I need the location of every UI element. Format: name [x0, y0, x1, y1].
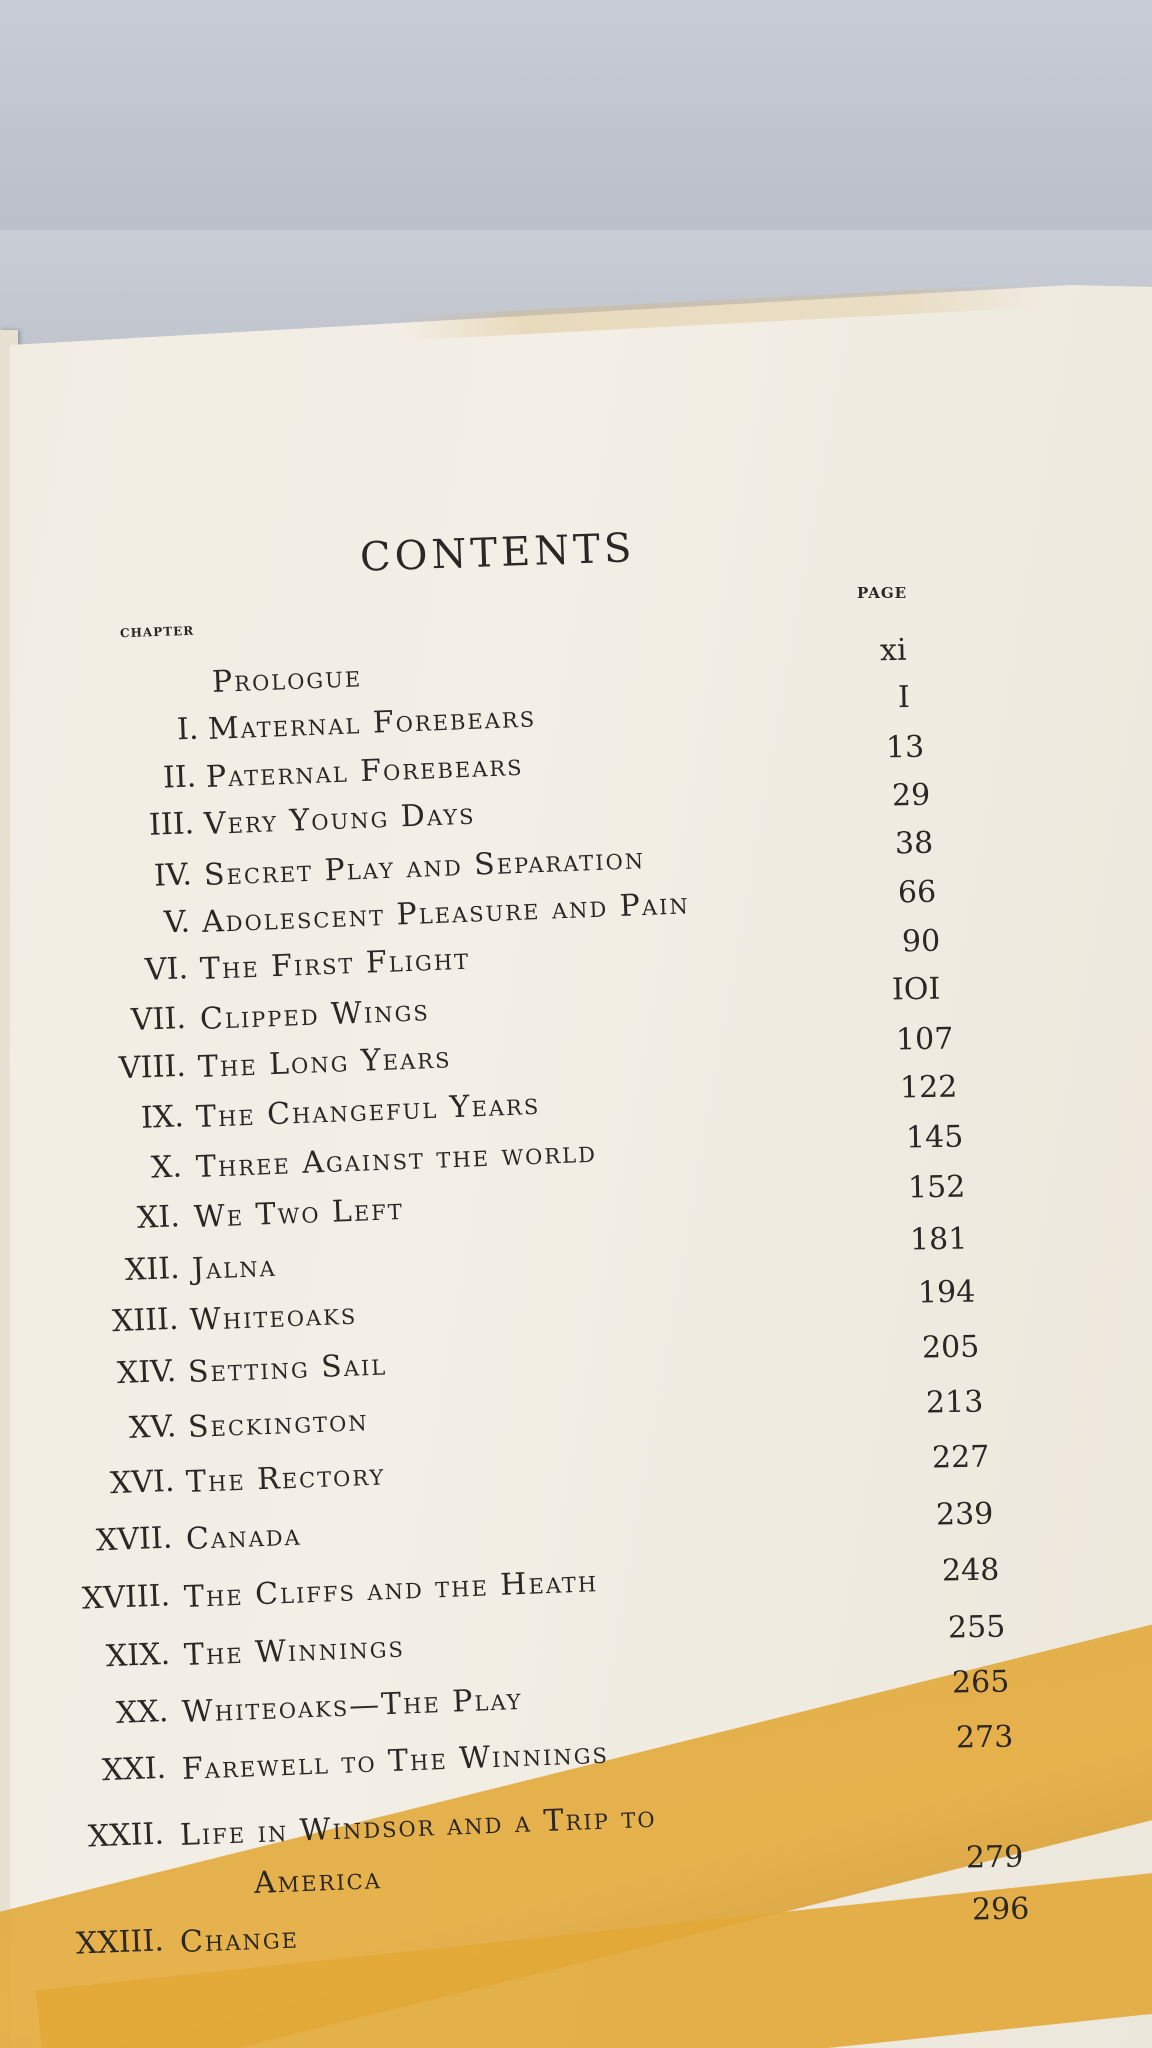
chapter-numeral: I.	[175, 711, 199, 748]
chapter-page-number: 239	[935, 1496, 994, 1533]
chapter-title: Clipped Wings	[199, 993, 431, 1037]
chapter-title: Prologue	[211, 659, 363, 700]
chapter-page-number: 145	[905, 1119, 964, 1156]
chapter-page-number: 122	[899, 1069, 958, 1106]
chapter-title: Whiteoaks—The Play	[181, 1681, 524, 1730]
chapter-title: The Rectory	[185, 1457, 386, 1500]
chapter-numeral: IV.	[153, 857, 193, 894]
chapter-numeral: XV.	[128, 1409, 177, 1446]
chapter-title: The Winnings	[183, 1629, 406, 1673]
chapter-title: Secret Play and Separation	[203, 841, 646, 893]
chapter-title: Very Young Days	[203, 796, 477, 842]
chapter-numeral: IX.	[140, 1099, 185, 1136]
chapter-page-number: 255	[947, 1609, 1006, 1646]
chapter-title: Maternal Forebears	[207, 699, 537, 747]
chapter-page-number: 248	[941, 1552, 1000, 1589]
chapter-numeral: XVIII.	[81, 1578, 171, 1617]
chapter-page-number: 90	[901, 923, 941, 960]
chapter-title: Whiteoaks	[189, 1296, 358, 1338]
chapter-numeral: V.	[163, 904, 191, 941]
chapter-page-number: 273	[955, 1719, 1014, 1756]
page-column-label: PAGE	[857, 584, 908, 602]
chapter-title: Canada	[185, 1517, 303, 1557]
chapter-numeral: XI.	[136, 1199, 181, 1236]
chapter-title: Seckington	[187, 1403, 370, 1445]
chapter-page-number: 213	[925, 1384, 984, 1421]
chapter-numeral: III.	[148, 806, 195, 843]
chapter-title: The First Flight	[199, 941, 471, 987]
chapter-page-number: 265	[951, 1664, 1010, 1701]
chapter-numeral: XVI.	[108, 1463, 175, 1502]
chapter-page-number: 227	[931, 1439, 990, 1476]
chapter-numeral: XII.	[124, 1250, 181, 1289]
chapter-page-number: 296	[971, 1891, 1030, 1928]
chapter-page-number: xi	[879, 632, 907, 669]
chapter-title: The Changeful Years	[195, 1086, 541, 1135]
chapter-column-label: CHAPTER	[119, 623, 195, 641]
chapter-numeral: XIX.	[105, 1636, 171, 1675]
chapter-numeral: VII.	[130, 1000, 187, 1039]
chapter-numeral: XXIII.	[75, 1923, 165, 1962]
chapter-numeral: XX.	[115, 1694, 169, 1731]
chapter-numeral: II.	[162, 759, 197, 796]
chapter-page-number: IOI	[891, 971, 941, 1008]
chapter-numeral: XXII.	[87, 1816, 165, 1855]
chapter-title: Change	[179, 1920, 300, 1960]
chapter-numeral: XXI.	[101, 1750, 167, 1789]
page-title: CONTENTS	[359, 525, 637, 581]
chapter-title: Jalna	[191, 1248, 278, 1287]
chapter-page-number: 38	[894, 825, 934, 862]
chapter-title: Three Against the world	[195, 1134, 598, 1185]
chapter-title: We Two Left	[193, 1191, 405, 1235]
chapter-title: The Long Years	[197, 1040, 453, 1085]
chapter-page-number: 205	[921, 1329, 980, 1366]
chapter-page-number: 152	[907, 1169, 966, 1206]
chapter-page-number: 279	[965, 1839, 1024, 1876]
chapter-numeral: XIV.	[116, 1353, 177, 1392]
chapter-numeral: VI.	[144, 951, 189, 988]
chapter-title: Adolescent Pleasure and Pain	[201, 886, 691, 940]
chapter-title: Life in Windsor and a Trip to	[179, 1799, 658, 1853]
chapter-title: Setting Sail	[187, 1347, 388, 1390]
chapter-numeral: XVII.	[95, 1520, 173, 1559]
chapter-page-number: 107	[895, 1021, 954, 1058]
chapter-page-number: 29	[891, 777, 931, 814]
chapter-numeral: VIII.	[118, 1048, 187, 1087]
chapter-title-continued: America	[253, 1861, 383, 1901]
chapter-title: Paternal Forebears	[205, 747, 525, 795]
chapter-numeral: XIII.	[110, 1301, 179, 1340]
chapter-title: The Cliffs and the Heath	[183, 1564, 599, 1615]
chapter-numeral: X.	[150, 1149, 183, 1186]
chapter-title: Farewell to The Winnings	[181, 1735, 610, 1787]
chapter-page-number: I	[897, 679, 911, 716]
chapter-page-number: 194	[917, 1274, 976, 1311]
chapter-page-number: 66	[897, 874, 937, 911]
chapter-page-number: 13	[885, 729, 925, 766]
chapter-page-number: 181	[909, 1221, 968, 1258]
